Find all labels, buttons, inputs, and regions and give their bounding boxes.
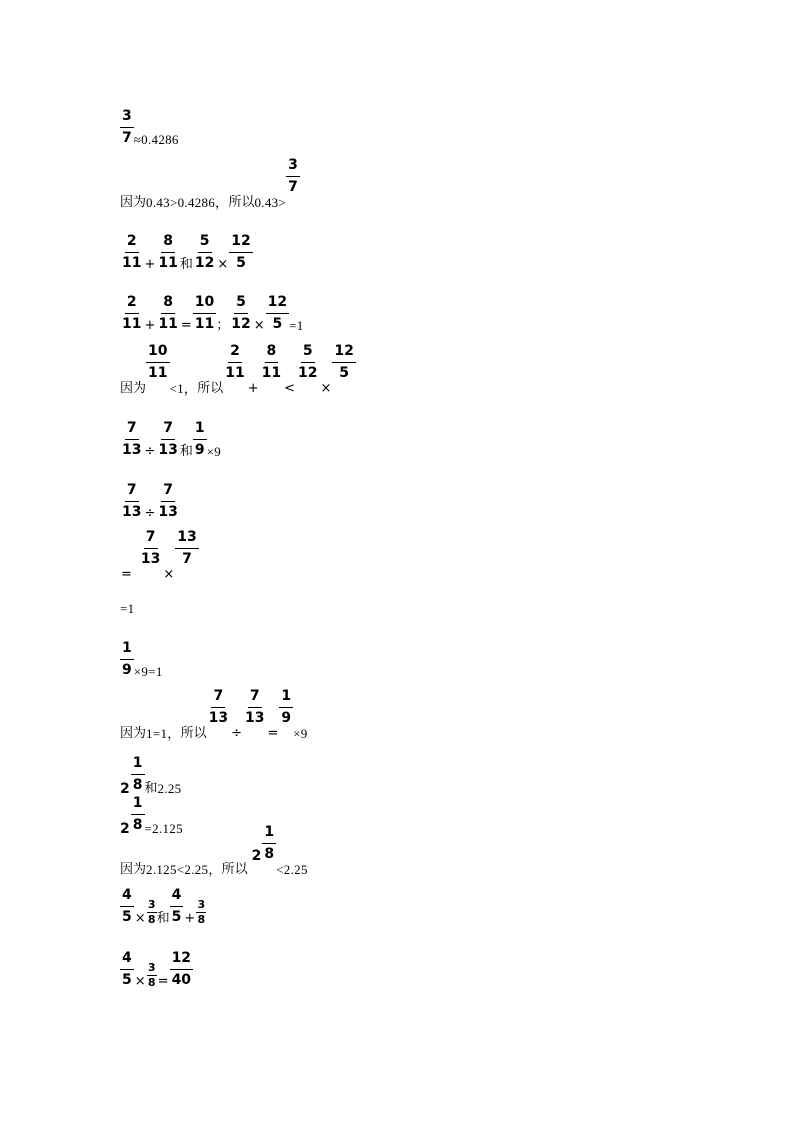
equals-sign: =: [121, 567, 132, 582]
times-sign: ×: [320, 381, 332, 396]
numerator: 4: [120, 950, 134, 970]
denominator: 11: [194, 316, 215, 332]
whole-number: 2: [251, 848, 262, 864]
denominator: 12: [231, 316, 251, 332]
fraction: [229, 233, 252, 272]
denominator: 11: [158, 255, 178, 271]
numerator: 7: [211, 688, 225, 708]
fraction: [260, 343, 283, 382]
denominator: 40: [171, 972, 192, 988]
numerator: 7: [161, 420, 175, 440]
numerator: 3: [197, 898, 206, 911]
numerator: 2: [228, 343, 242, 363]
fraction: [147, 962, 157, 989]
times-sign: ×: [134, 911, 146, 926]
line-compare-fractions: [120, 343, 356, 396]
semicolon: ；: [216, 318, 230, 333]
fraction: [266, 294, 289, 333]
numerator: 1: [120, 640, 134, 660]
denominator: 9: [122, 662, 132, 678]
denominator: 11: [122, 255, 142, 271]
numerator: 12: [332, 343, 355, 363]
times-sign: ×: [163, 567, 175, 582]
numerator: 7: [248, 688, 262, 708]
line-compare-decimal: [120, 157, 300, 210]
numerator: 2: [125, 294, 139, 314]
denominator: 11: [158, 316, 178, 332]
denominator: 13: [158, 504, 178, 520]
times-sign: ×: [217, 257, 229, 272]
denominator: 5: [171, 909, 182, 925]
fraction: [120, 420, 143, 459]
denominator: 11: [261, 365, 282, 381]
denominator: 13: [244, 710, 265, 726]
numerator: 7: [144, 529, 158, 549]
numerator: 7: [125, 482, 139, 502]
denominator: 8: [197, 913, 206, 926]
fraction: [170, 950, 193, 989]
numerator: 1: [131, 755, 145, 775]
less-than-sign: <: [284, 381, 296, 396]
numerator: 2: [125, 233, 139, 253]
denominator: 7: [182, 551, 192, 567]
denominator: 13: [140, 551, 161, 567]
fraction: [193, 420, 207, 459]
fraction: [170, 887, 184, 926]
times-sign: ×: [134, 974, 146, 989]
plus-sign: +: [247, 381, 259, 396]
fraction: [131, 755, 145, 794]
numerator: 7: [125, 420, 139, 440]
fraction: [120, 233, 143, 272]
line-mixed-to-decimal: [120, 797, 183, 836]
denominator: 8: [147, 913, 156, 926]
decimal-value: 2.25: [157, 781, 182, 796]
fraction: [146, 343, 169, 382]
numerator: 5: [301, 343, 315, 363]
line-conclusion-equal: [120, 688, 308, 741]
line-product-and-sum: [120, 887, 206, 926]
comparison-text: 1=1，: [146, 726, 181, 741]
numerator: 4: [170, 887, 184, 907]
line-sum-and-product: [120, 233, 253, 272]
denominator: 5: [122, 909, 132, 925]
numerator: 3: [147, 898, 156, 911]
denominator: 11: [122, 316, 142, 332]
times-sign: ×: [253, 318, 265, 333]
divide-sign: ÷: [231, 726, 242, 741]
because-text: 因为: [120, 195, 147, 210]
so-text: 所以: [180, 726, 207, 741]
fraction: [120, 640, 134, 679]
line-mixed-and-decimal: [120, 757, 181, 796]
fraction: [296, 343, 319, 382]
fraction: [156, 233, 179, 272]
line-conclusion-mixed: [120, 824, 308, 877]
numerator: 5: [198, 233, 212, 253]
fraction: [156, 420, 179, 459]
numerator: 1: [193, 420, 207, 440]
line-quotient: [120, 482, 180, 521]
denominator: 9: [194, 442, 205, 458]
expression-tail: ×9=1: [133, 664, 163, 679]
numerator: 10: [146, 343, 169, 363]
and-text: 和: [179, 444, 193, 459]
approx-value: ≈0.4286: [133, 132, 179, 147]
comparison-tail: 0.43>: [254, 195, 287, 210]
numerator: 1: [131, 795, 145, 815]
fraction: [120, 950, 134, 989]
line-approx: [120, 108, 179, 147]
result-text: =1: [120, 601, 135, 616]
denominator: 9: [281, 710, 292, 726]
equals-sign: =: [180, 318, 192, 333]
comparison-text: <1，: [169, 381, 198, 396]
expression-tail: ×9: [293, 726, 308, 741]
and-text: 和: [144, 781, 158, 796]
numerator: 3: [286, 157, 300, 177]
fraction: [175, 529, 198, 568]
fraction: [223, 343, 246, 382]
whole-number: 2: [120, 821, 130, 837]
expression-tail: ×9: [206, 444, 222, 459]
denominator: 8: [132, 817, 143, 833]
numerator: 4: [120, 887, 134, 907]
numerator: 12: [170, 950, 193, 970]
denominator: 5: [236, 255, 246, 271]
fraction: [120, 887, 134, 926]
line-product-evaluated: [120, 950, 193, 989]
numerator: 8: [161, 233, 175, 253]
equals-sign: =: [267, 726, 279, 741]
plus-sign: +: [184, 911, 196, 926]
denominator: 5: [272, 316, 283, 332]
equals-sign: =: [157, 974, 169, 989]
numerator: 3: [147, 961, 156, 974]
because-text: 因为: [120, 862, 147, 877]
denominator: 8: [132, 777, 143, 793]
fraction: [139, 529, 162, 568]
because-text: 因为: [120, 726, 147, 741]
so-text: 所以: [197, 381, 224, 396]
denominator: 13: [122, 504, 142, 520]
plus-sign: +: [144, 318, 156, 333]
numerator: 1: [262, 824, 276, 844]
comparison-text: 2.125<2.25，: [146, 862, 222, 877]
fraction: [156, 294, 179, 333]
numerator: 5: [234, 294, 248, 314]
denominator: 8: [264, 846, 275, 862]
because-text: 因为: [120, 381, 147, 396]
denominator: 11: [148, 365, 168, 381]
result-text: =2.125: [144, 821, 183, 836]
comparison-text: 0.43>0.4286，: [146, 195, 229, 210]
denominator: 5: [339, 365, 350, 381]
numerator: 8: [265, 343, 279, 363]
denominator: 7: [288, 179, 298, 195]
denominator: 11: [225, 365, 245, 381]
whole-number: 2: [120, 781, 130, 797]
numerator: 12: [229, 233, 252, 253]
denominator: 7: [122, 130, 132, 146]
divide-sign: ÷: [144, 444, 156, 459]
denominator: 8: [147, 976, 156, 989]
denominator: 12: [298, 365, 318, 381]
fraction: [262, 824, 276, 863]
fraction: [120, 294, 143, 333]
numerator: 3: [120, 108, 134, 128]
fraction: [193, 294, 216, 333]
numerator: 13: [175, 529, 198, 549]
fraction: [286, 157, 300, 196]
fraction: [193, 233, 216, 272]
denominator: 5: [122, 972, 132, 988]
numerator: 8: [161, 294, 175, 314]
fraction: [147, 899, 157, 926]
denominator: 13: [122, 442, 142, 458]
line-quotient-and-product: [120, 420, 221, 459]
fraction: [207, 688, 230, 727]
plus-sign: +: [144, 257, 156, 272]
denominator: 13: [158, 442, 178, 458]
fraction: [131, 795, 145, 834]
fraction: [196, 899, 206, 926]
line-product-nine: [120, 640, 163, 679]
line-sum-and-product-evaluated: [120, 294, 304, 333]
and-text: 和: [156, 911, 170, 926]
line-reciprocal-product: [120, 529, 199, 582]
fraction: [243, 688, 266, 727]
denominator: 13: [208, 710, 229, 726]
numerator: 7: [161, 482, 175, 502]
so-text: 所以: [221, 862, 248, 877]
numerator: 1: [279, 688, 293, 708]
so-text: 所以: [228, 195, 255, 210]
numerator: 10: [193, 294, 216, 314]
result-text: =1: [289, 318, 304, 333]
numerator: 12: [266, 294, 289, 314]
and-text: 和: [179, 257, 193, 272]
fraction: [120, 108, 134, 147]
denominator: 12: [194, 255, 215, 271]
fraction: [120, 482, 143, 521]
divide-sign: ÷: [144, 506, 156, 521]
fraction: [156, 482, 179, 521]
fraction: [332, 343, 355, 382]
fraction: [279, 688, 293, 727]
fraction: [229, 294, 252, 333]
expression-tail: <2.25: [276, 862, 308, 877]
line-result-one: [120, 602, 134, 616]
